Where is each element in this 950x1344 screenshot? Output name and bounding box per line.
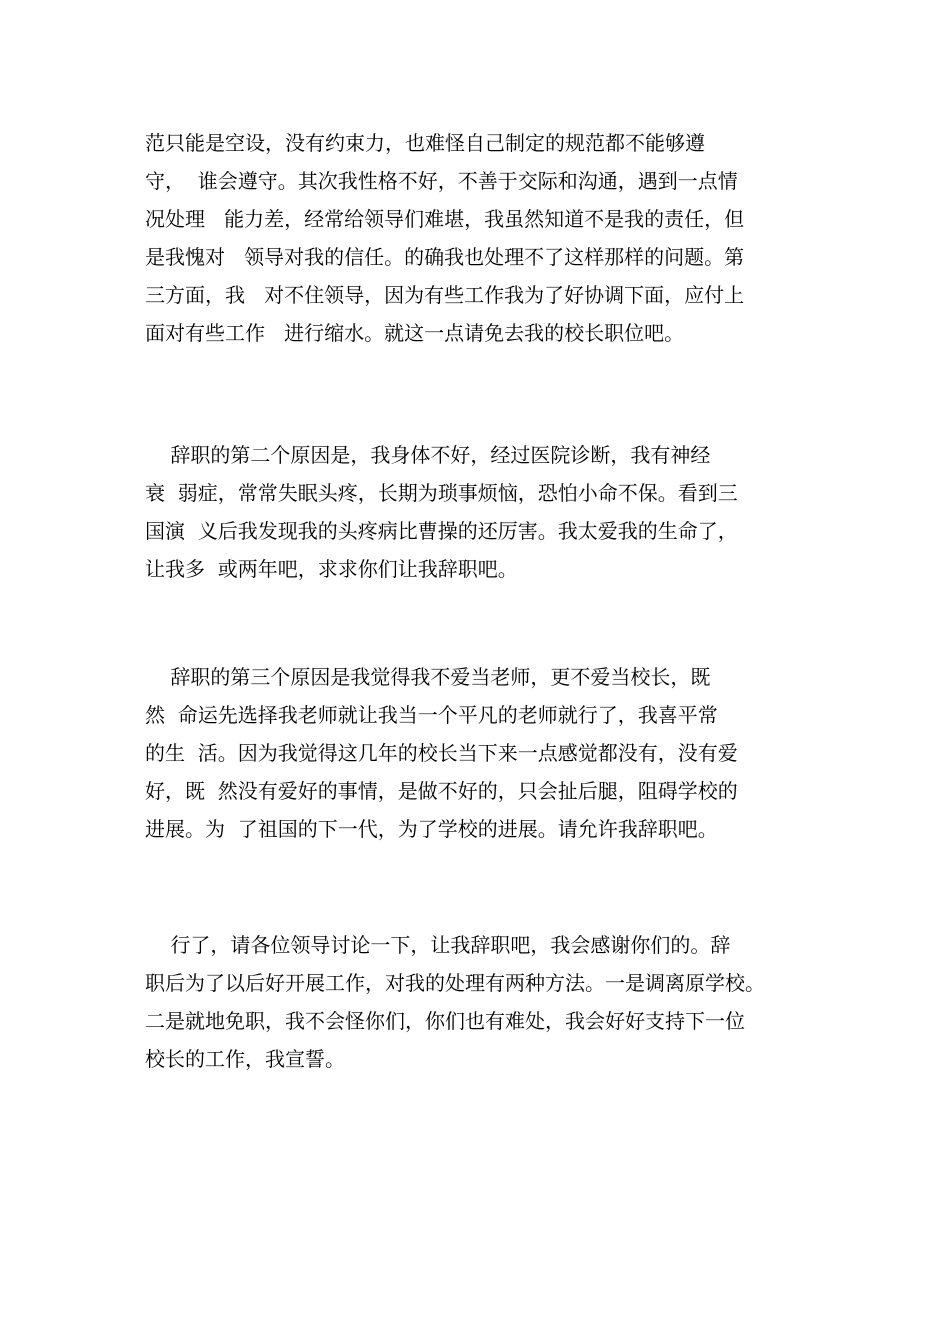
paragraph-line: 然 命运先选择我老师就让我当一个平凡的老师就行了，我喜平常 — [145, 703, 718, 727]
paragraph-line: 衰 弱症，常常失眠头疼，长期为琐事烦恼，恐怕小命不保。看到三 — [145, 481, 738, 505]
paragraph-3 — [145, 658, 738, 848]
paragraph-line: 的生 活。因为我觉得这几年的校长当下来一点感觉都没有，没有爱 — [145, 741, 738, 765]
paragraph-line: 好，既 然没有爱好的事情，是做不好的，只会扯后腿，阻碍学校的 — [145, 779, 738, 803]
paragraph-line: 让我多 或两年吧，求求你们让我辞职吧。 — [145, 557, 518, 581]
paragraph-line: 校长的工作，我宣誓。 — [145, 1047, 345, 1071]
paragraph-line: 行了，请各位领导讨论一下，让我辞职吧，我会感谢你们的。辞 — [145, 933, 731, 957]
paragraph-line: 面对有些工作 进行缩水。就这一点请免去我的校长职位吧。 — [145, 321, 685, 345]
paragraph-line: 国演 义后我发现我的头疼病比曹操的还厉害。我太爱我的生命了， — [145, 519, 738, 543]
paragraph-line: 职后为了以后好开展工作，对我的处理有两种方法。一是调离原学校。 — [145, 971, 765, 995]
paragraph-1 — [145, 124, 744, 352]
paragraph-line: 守， 谁会遵守。其次我性格不好，不善于交际和沟通，遇到一点情 — [145, 169, 738, 193]
paragraph-line: 辞职的第三个原因是我觉得我不爱当老师，更不爱当校长，既 — [145, 665, 711, 689]
paragraph-line: 三方面，我 对不住领导，因为有些工作我为了好协调下面，应付上 — [145, 283, 745, 307]
paragraph-line: 况处理 能力差，经常给领导们难堪，我虽然知道不是我的责任，但 — [145, 207, 745, 231]
paragraph-line: 进展。为 了祖国的下一代，为了学校的进展。请允许我辞职吧。 — [145, 817, 718, 841]
paragraph-line: 辞职的第二个原因是，我身体不好，经过医院诊断，我有神经 — [145, 443, 711, 467]
paragraph-4 — [145, 926, 765, 1078]
paragraph-line: 范只能是空设，没有约束力，也难怪自己制定的规范都不能够遵 — [145, 131, 705, 155]
paragraph-line: 二是就地免职，我不会怪你们，你们也有难处，我会好好支持下一位 — [145, 1009, 745, 1033]
paragraph-line: 是我愧对 领导对我的信任。的确我也处理不了这样那样的问题。第 — [145, 245, 745, 269]
paragraph-2 — [145, 436, 738, 588]
